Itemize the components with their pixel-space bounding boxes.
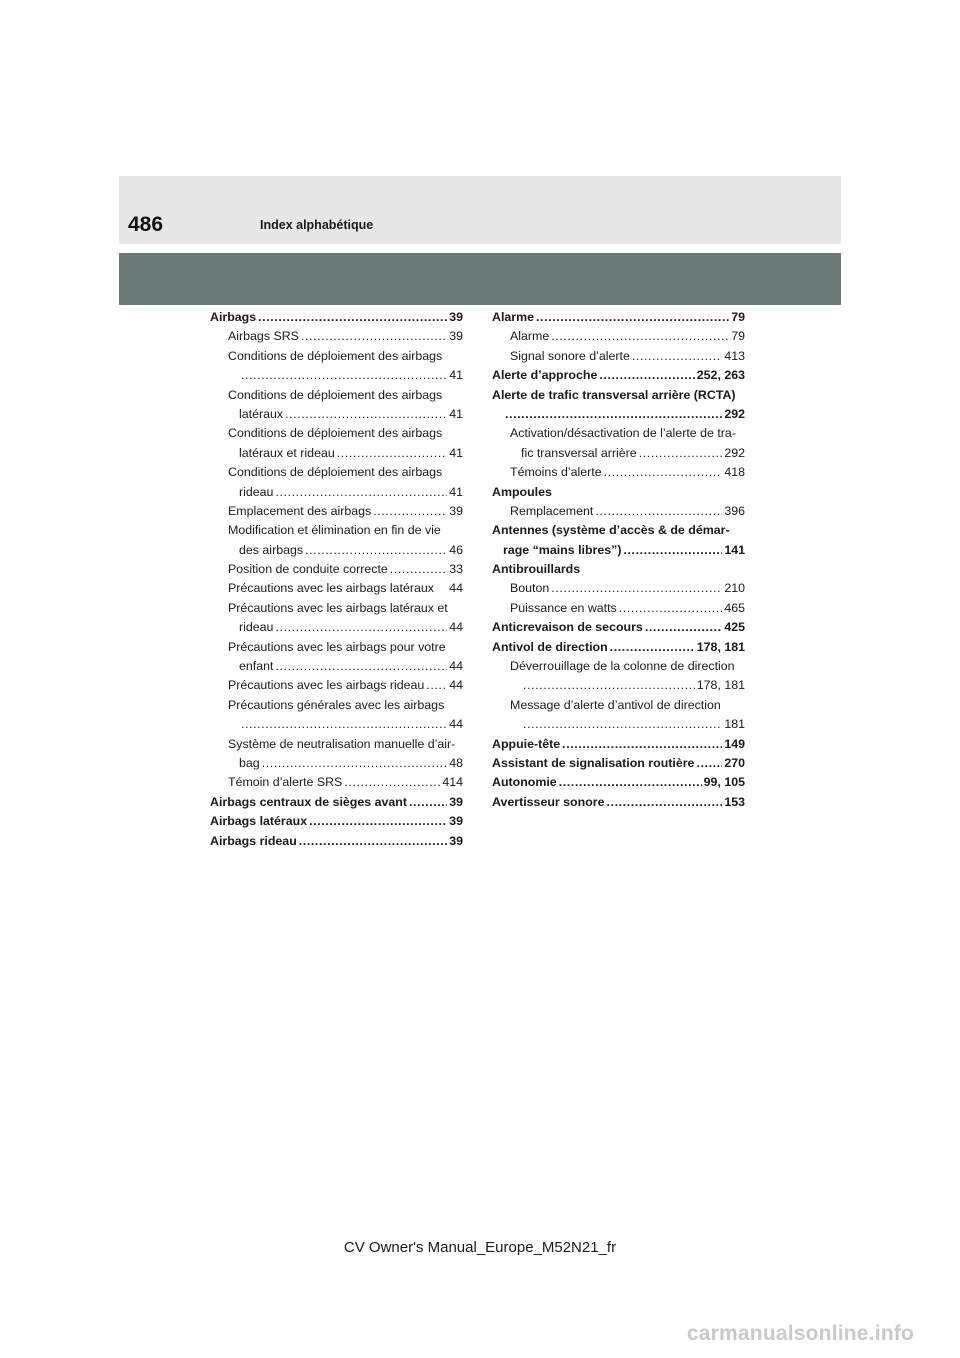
index-entry bbox=[492, 599, 745, 618]
dot-leader bbox=[505, 405, 722, 424]
watermark: carmanualsonline.info bbox=[686, 1322, 914, 1345]
index-entry bbox=[210, 521, 463, 540]
index-entry-label: Bouton bbox=[510, 581, 550, 596]
index-entry-page: 46 bbox=[449, 542, 463, 557]
index-entry-label: Airbags rideau bbox=[210, 833, 297, 848]
dot-leader bbox=[606, 793, 722, 812]
dot-leader bbox=[390, 560, 447, 579]
dot-leader bbox=[309, 812, 447, 831]
index-entry bbox=[492, 327, 745, 346]
dot-leader bbox=[645, 618, 723, 637]
section-title: Index alphabétique bbox=[260, 218, 374, 232]
index-entry bbox=[492, 541, 745, 560]
index-entry bbox=[492, 657, 745, 676]
index-entry-label: rideau bbox=[239, 620, 274, 635]
index-entry-page: 39 bbox=[449, 503, 463, 518]
index-entry-label: Précautions générales avec les airbags bbox=[228, 697, 445, 712]
index-entry bbox=[492, 424, 745, 443]
index-entry bbox=[492, 579, 745, 598]
index-entry bbox=[492, 405, 745, 424]
dot-leader bbox=[258, 308, 447, 327]
index-entry bbox=[210, 502, 463, 521]
dot-leader bbox=[285, 405, 447, 424]
index-entry-label: Alerte de trafic transversal arrière (RCTA) bbox=[492, 387, 736, 402]
index-entry-page: 396 bbox=[724, 503, 745, 518]
page-number: 486 bbox=[128, 213, 164, 236]
index-entry bbox=[210, 308, 463, 327]
index-entry bbox=[492, 444, 745, 463]
index-entry-page: 465 bbox=[724, 600, 745, 615]
footer-manual-id: CV Owner's Manual_Europe_M52N21_fr bbox=[343, 1239, 617, 1256]
index-entry-label: rage “mains libres”) bbox=[503, 542, 622, 557]
index-entry bbox=[492, 308, 745, 327]
dot-leader bbox=[623, 541, 722, 560]
index-entry-page: 44 bbox=[449, 620, 463, 635]
index-entry-page: 141 bbox=[724, 542, 745, 557]
index-entry-label: Témoins d’alerte bbox=[510, 465, 602, 480]
index-entry-page: 44 bbox=[449, 581, 463, 596]
index-entry-page: 210 bbox=[724, 581, 745, 596]
index-entry bbox=[210, 579, 463, 598]
dot-leader bbox=[344, 773, 440, 792]
index-entry-page: 39 bbox=[449, 794, 463, 809]
dot-leader bbox=[604, 463, 723, 482]
index-entry-page: 39 bbox=[449, 814, 463, 829]
index-entry-page: 44 bbox=[449, 717, 463, 732]
index-entry-page: 33 bbox=[449, 562, 463, 577]
index-entry bbox=[210, 463, 463, 482]
index-entry-label: bag bbox=[239, 755, 260, 770]
index-entry-page: 39 bbox=[449, 329, 463, 344]
index-entry bbox=[492, 502, 745, 521]
index-entry bbox=[210, 638, 463, 657]
index-column-right bbox=[492, 308, 745, 812]
dot-leader bbox=[301, 327, 447, 346]
dot-leader bbox=[373, 502, 447, 521]
index-entry-label: Alarme bbox=[510, 329, 550, 344]
index-entry-label: Ampoules bbox=[492, 484, 552, 499]
dot-leader bbox=[595, 502, 722, 521]
index-entry bbox=[210, 444, 463, 463]
index-entry-label: Activation/désactivation de l’alerte de tra- bbox=[510, 426, 736, 441]
index-entry bbox=[492, 773, 745, 792]
index-entry-page: 425 bbox=[724, 620, 745, 635]
index-entry bbox=[492, 386, 745, 405]
index-entry bbox=[492, 463, 745, 482]
index-entry-page: 292 bbox=[724, 406, 745, 421]
index-entry-page: 178, 181 bbox=[696, 639, 745, 654]
index-entry-label: Déverrouillage de la colonne de direction bbox=[510, 659, 735, 674]
index-entry-label: Conditions de déploiement des airbags bbox=[228, 387, 443, 402]
index-entry bbox=[492, 735, 745, 754]
index-entry bbox=[492, 366, 745, 385]
index-entry-label: Puissance en watts bbox=[510, 600, 617, 615]
index-entry bbox=[492, 696, 745, 715]
index-entry-page: 41 bbox=[449, 406, 463, 421]
dot-leader bbox=[610, 638, 695, 657]
index-entry-label: Assistant de signalisation routière bbox=[492, 755, 695, 770]
index-entry-label: Avertisseur sonore bbox=[492, 794, 605, 809]
index-entry bbox=[492, 483, 745, 502]
index-entry-label: Antivol de direction bbox=[492, 639, 608, 654]
index-entry-page: 178, 181 bbox=[696, 678, 745, 693]
index-entry-label: Message d’alerte d’antivol de direction bbox=[510, 697, 721, 712]
index-entry-label: Appuie-tête bbox=[492, 736, 561, 751]
index-entry bbox=[492, 676, 745, 695]
dot-leader bbox=[305, 541, 447, 560]
index-entry-label: Précautions avec les airbags pour votre bbox=[228, 639, 446, 654]
dot-leader bbox=[275, 483, 447, 502]
index-entry-page: 44 bbox=[449, 659, 463, 674]
index-entry bbox=[210, 347, 463, 366]
dot-leader bbox=[562, 735, 722, 754]
index-column-left bbox=[210, 308, 463, 851]
dot-leader bbox=[551, 579, 722, 598]
dot-leader bbox=[337, 444, 447, 463]
index-entry bbox=[210, 424, 463, 443]
index-entry bbox=[492, 638, 745, 657]
index-entry bbox=[210, 793, 463, 812]
index-entry bbox=[210, 541, 463, 560]
index-entry-page: 39 bbox=[449, 310, 463, 324]
index-entry-label: Précautions avec les airbags latéraux et bbox=[228, 600, 448, 615]
index-entry-page: 79 bbox=[731, 329, 745, 344]
index-entry-label: Conditions de déploiement des airbags bbox=[228, 426, 443, 441]
index-entry bbox=[210, 832, 463, 851]
index-entry bbox=[492, 347, 745, 366]
dot-leader bbox=[619, 599, 723, 618]
index-entry-label: Airbags bbox=[210, 310, 257, 324]
index-entry bbox=[492, 793, 745, 812]
index-entry bbox=[210, 696, 463, 715]
index-entry-label: Anticrevaison de secours bbox=[492, 620, 643, 635]
index-entry bbox=[210, 483, 463, 502]
index-entry-label: Précautions avec les airbags latéraux bbox=[228, 581, 434, 596]
index-entry-label: Airbags SRS bbox=[228, 329, 299, 344]
index-entry-label: Précautions avec les airbags rideau bbox=[228, 678, 425, 693]
dot-leader bbox=[299, 832, 447, 851]
index-entry-label: Antennes (système d’accès & de démar- bbox=[492, 523, 730, 538]
dot-leader bbox=[275, 618, 447, 637]
dot-leader bbox=[262, 754, 448, 773]
dot-leader bbox=[551, 327, 729, 346]
index-entry-label: Alerte d’approche bbox=[492, 368, 598, 383]
index-entry-label: enfant bbox=[239, 659, 274, 674]
dot-leader bbox=[536, 308, 729, 327]
index-entry bbox=[210, 366, 463, 385]
index-entry bbox=[210, 386, 463, 405]
index-entry bbox=[210, 735, 463, 754]
index-entry bbox=[210, 754, 463, 773]
index-entry-label: Position de conduite correcte bbox=[228, 562, 388, 577]
index-entry-page: 181 bbox=[724, 717, 745, 732]
index-entry-label: Remplacement bbox=[510, 503, 594, 518]
index-entry-page: 39 bbox=[449, 833, 463, 848]
index-entry-label: Conditions de déploiement des airbags bbox=[228, 465, 443, 480]
index-entry bbox=[210, 676, 463, 695]
index-entry bbox=[492, 715, 745, 734]
index-entry-label: Airbags latéraux bbox=[210, 814, 308, 829]
index-entry bbox=[492, 521, 745, 540]
index-entry-page: 252, 263 bbox=[696, 368, 745, 383]
dot-leader bbox=[426, 676, 447, 695]
index-entry-label: Conditions de déploiement des airbags bbox=[228, 348, 443, 363]
index-entry-label: Antibrouillards bbox=[492, 562, 581, 577]
dot-leader bbox=[632, 347, 722, 366]
index-entry-page: 41 bbox=[449, 368, 463, 383]
index-entry bbox=[210, 773, 463, 792]
index-entry-page: 99, 105 bbox=[703, 775, 745, 790]
title-bar bbox=[119, 253, 841, 305]
dot-leader bbox=[523, 676, 695, 695]
dot-leader bbox=[275, 657, 447, 676]
index-entry-page: 41 bbox=[449, 445, 463, 460]
index-entry-page: 79 bbox=[731, 310, 745, 324]
index-entry-page: 413 bbox=[724, 348, 745, 363]
index-entry-page: 414 bbox=[442, 775, 463, 790]
index-entry-label: latéraux bbox=[239, 406, 284, 421]
index-entry bbox=[492, 560, 745, 579]
index-entry-page: 153 bbox=[724, 794, 745, 809]
dot-leader bbox=[241, 366, 447, 385]
index-entry-label: Alarme bbox=[492, 310, 535, 324]
index-entry bbox=[210, 657, 463, 676]
index-entry bbox=[492, 754, 745, 773]
index-entry-label: Modification et élimination en fin de vie bbox=[228, 523, 441, 538]
index-entry-label: Système de neutralisation manuelle d’air- bbox=[228, 736, 456, 751]
dot-leader bbox=[523, 715, 722, 734]
dot-leader bbox=[559, 773, 702, 792]
index-entry-label: fic transversal arrière bbox=[521, 445, 637, 460]
index-entry-page: 270 bbox=[724, 755, 745, 770]
dot-leader bbox=[409, 793, 447, 812]
index-entry-label: des airbags bbox=[239, 542, 304, 557]
dot-leader bbox=[241, 715, 447, 734]
index-entry-page: 44 bbox=[449, 678, 463, 693]
index-entry-label: Témoin d’alerte SRS bbox=[228, 775, 343, 790]
index-entry-label: Airbags centraux de sièges avant bbox=[210, 794, 407, 809]
header-band bbox=[119, 176, 841, 244]
index-entry-label: Signal sonore d’alerte bbox=[510, 348, 630, 363]
dot-leader bbox=[639, 444, 723, 463]
index-entry bbox=[210, 405, 463, 424]
index-entry-page: 149 bbox=[724, 736, 745, 751]
index-entry-page: 41 bbox=[449, 484, 463, 499]
index-entry bbox=[210, 715, 463, 734]
dot-leader bbox=[599, 366, 694, 385]
index-entry bbox=[210, 812, 463, 831]
index-entry bbox=[210, 327, 463, 346]
index-entry-label: latéraux et rideau bbox=[239, 445, 335, 460]
index-entry-label: rideau bbox=[239, 484, 274, 499]
index-entry-label: Emplacement des airbags bbox=[228, 503, 372, 518]
index-entry bbox=[210, 560, 463, 579]
index-entry bbox=[492, 618, 745, 637]
dot-leader bbox=[696, 754, 722, 773]
index-entry-page: 292 bbox=[724, 445, 745, 460]
index-entry-page: 48 bbox=[449, 755, 463, 770]
index-entry bbox=[210, 618, 463, 637]
index-entry-page: 418 bbox=[724, 465, 745, 480]
index-entry bbox=[210, 599, 463, 618]
index-entry-label: Autonomie bbox=[492, 775, 557, 790]
